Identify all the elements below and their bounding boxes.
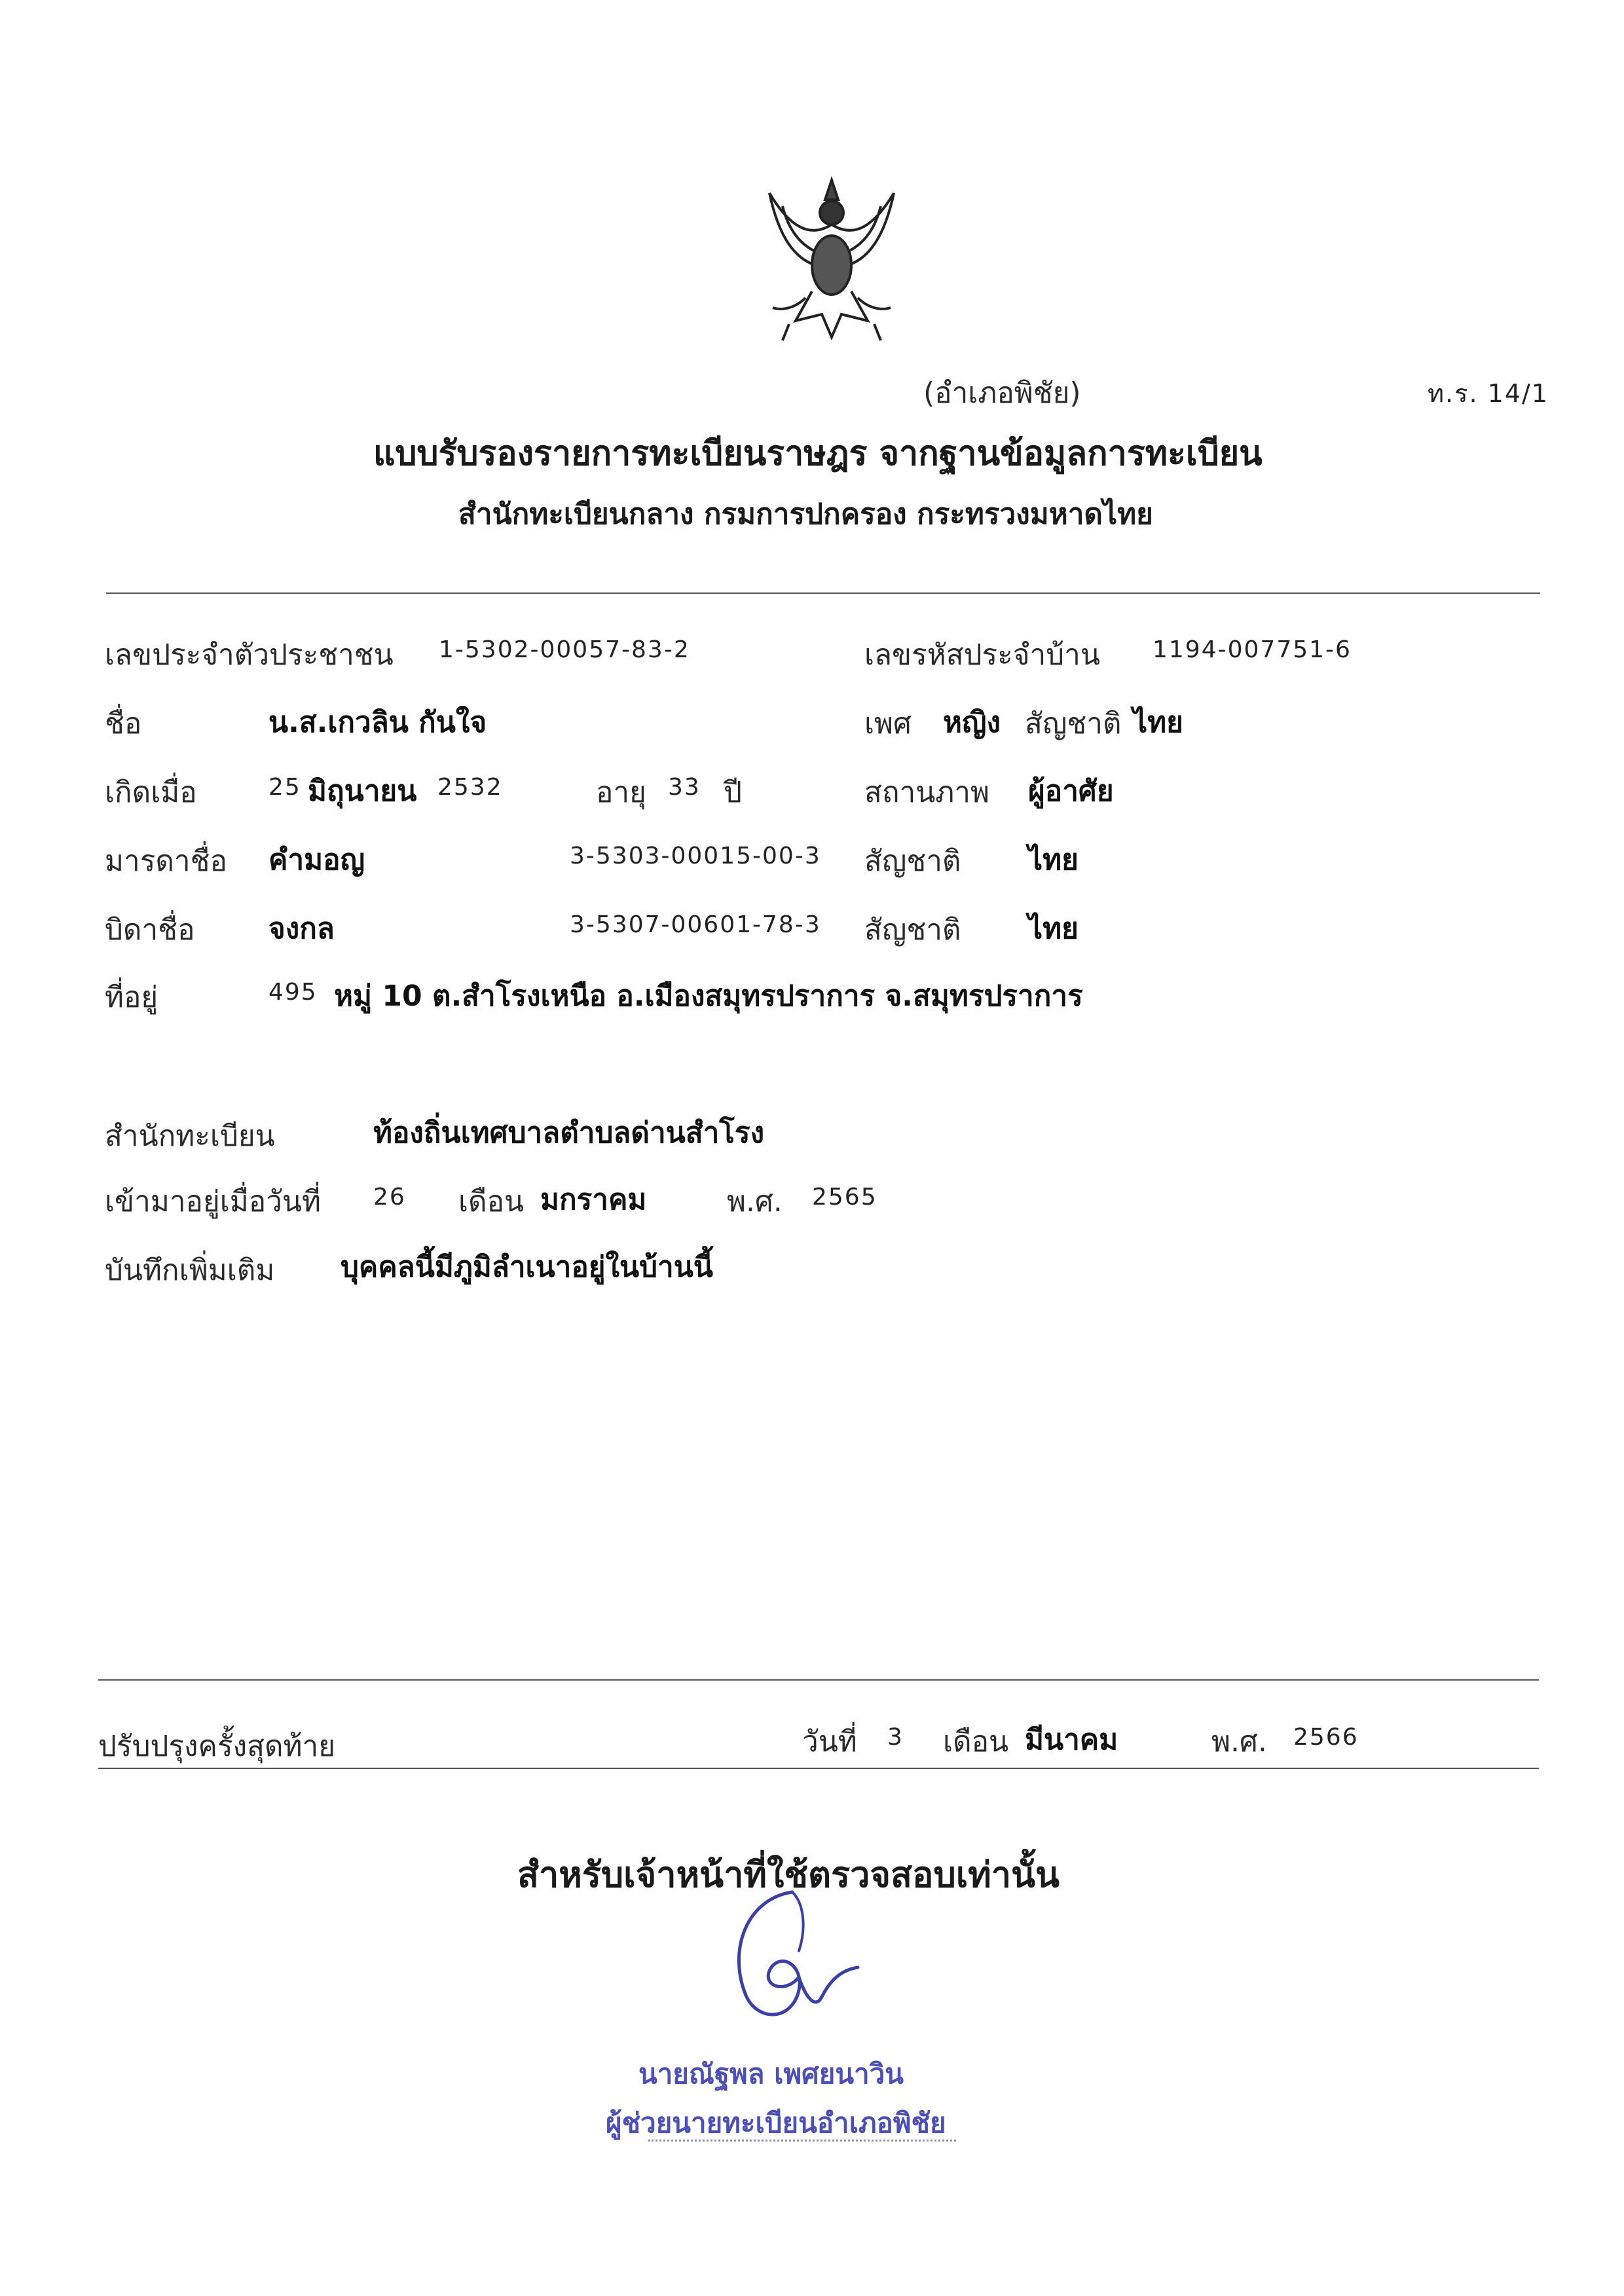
update-day: 3 [887,1724,904,1751]
garuda-emblem [743,167,920,350]
father-nationality-label: สัญชาติ [864,913,961,947]
update-month: มีนาคม [1025,1723,1118,1757]
nationality-label: สัญชาติ [1025,707,1122,740]
registry-office-value: ท้องถิ่นเทศบาลตำบลด่านสำโรง [373,1116,765,1150]
moved-month: มกราคม [540,1183,647,1216]
update-label: ปรับปรุงครั้งสุดท้าย [98,1730,336,1763]
mother-id: 3-5303-00015-00-3 [570,843,821,869]
update-day-label: วันที่ [802,1725,857,1758]
mother-nationality-value: ไทย [1028,843,1079,877]
update-year-label: พ.ศ. [1211,1725,1267,1758]
father-label: บิดาชื่อ [105,913,195,947]
official-position: ผู้ช่วยนายทะเบียนอำเภอพิชัย [606,2107,946,2139]
born-day: 25 [268,774,301,801]
moved-month-label: เดือน [458,1185,525,1218]
born-month: มิถุนายน [308,774,417,808]
age-unit: ปี [724,776,742,809]
mother-name: คำมอญ [268,843,365,877]
stamp-underline [648,2140,956,2145]
age-label: อายุ [596,776,646,809]
address-number: 495 [268,979,318,1006]
moved-year-label: พ.ศ. [727,1185,783,1218]
form-code: ท.ร. 14/1 [1428,379,1549,408]
address-label: ที่อยู่ [105,981,158,1014]
house-code-label: เลขรหัสประจำบ้าน [864,638,1100,672]
name-label: ชื่อ [105,707,142,740]
status-value: ผู้อาศัย [1028,774,1114,808]
signature [707,1879,877,2049]
moved-label: เข้ามาอยู่เมื่อวันที่ [105,1185,321,1218]
note-value: บุคคลนี้มีภูมิลำเนาอยู่ในบ้านนี้ [341,1250,713,1284]
nationality-value: ไทย [1133,706,1183,739]
page-title: แบบรับรองรายการทะเบียนราษฎร จากฐานข้อมูลการทะเบียน [373,434,1263,473]
age-value: 33 [668,774,701,801]
update-divider-top [98,1679,1539,1681]
name-value: น.ส.เกวลิน กันใจ [268,706,487,739]
father-nationality-value: ไทย [1028,912,1079,945]
official-heading: สำหรับเจ้าหน้าที่ใช้ตรวจสอบเท่านั้น [517,1854,1060,1895]
born-year: 2532 [437,774,503,801]
registry-office-label: สำนักทะเบียน [105,1120,275,1153]
district-label: (อำเภอพิชัย) [923,376,1081,410]
mother-label: มารดาชื่อ [105,845,227,878]
sex-value: หญิง [943,706,1001,739]
moved-day: 26 [373,1184,406,1211]
page-subtitle: สำนักทะเบียนกลาง กรมการปกครอง กระทรวงมหาดไทย [458,498,1153,531]
id-label: เลขประจำตัวประชาชน [105,638,394,672]
update-year: 2566 [1293,1724,1359,1751]
born-label: เกิดเมื่อ [105,776,197,809]
moved-year: 2565 [812,1184,877,1211]
status-label: สถานภาพ [864,776,989,809]
official-name: นายณัฐพล เพศยนาวิน [638,2058,904,2090]
note-label: บันทึกเพิ่มเติม [105,1254,275,1287]
address-value: หมู่ 10 ต.สำโรงเหนือ อ.เมืองสมุทรปราการ จ.สมุทรปราการ [334,979,1083,1013]
mother-nationality-label: สัญชาติ [864,845,961,878]
id-value: 1-5302-00057-83-2 [439,636,690,663]
house-code-value: 1194-007751-6 [1153,636,1352,663]
top-divider [106,592,1540,594]
update-divider-bottom [98,1768,1539,1769]
father-name: จงกล [268,912,335,945]
father-id: 3-5307-00601-78-3 [570,911,821,938]
sex-label: เพศ [864,707,912,740]
update-month-label: เดือน [943,1725,1009,1758]
